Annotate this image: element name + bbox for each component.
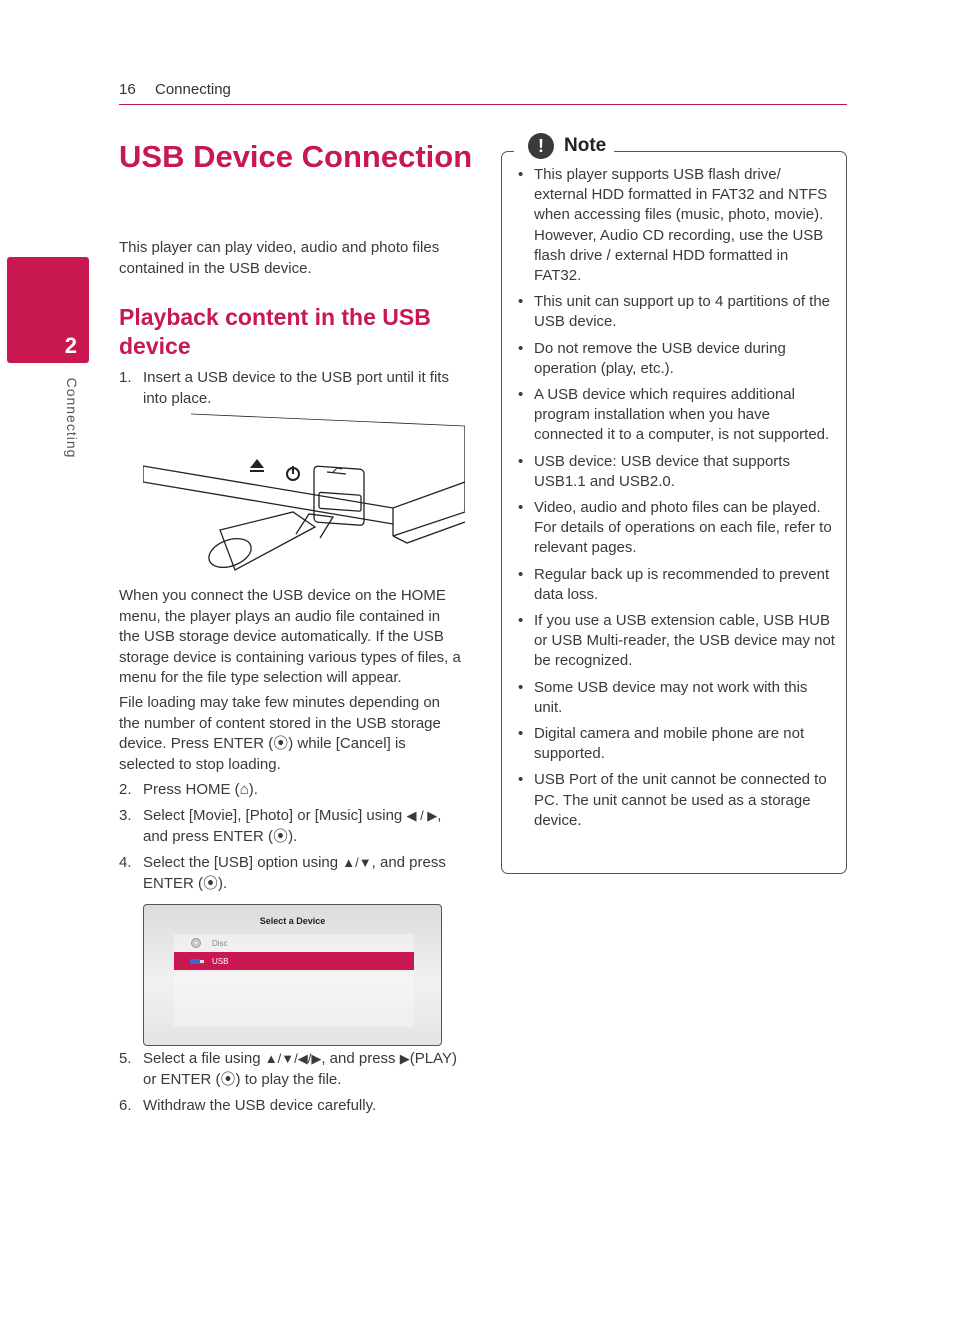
chapter-tab <box>7 257 89 363</box>
select-device-screen <box>143 904 442 1046</box>
step-text: Insert a USB device to the USB port until it fits into place. <box>143 369 449 407</box>
step-text: ). <box>218 874 228 892</box>
enter-button-icon: ⦿ <box>273 735 289 752</box>
step-number: 2. <box>119 781 132 798</box>
step-text: Press HOME ( <box>143 781 240 798</box>
device-item-label: Disc <box>212 939 228 948</box>
para-text: File loading may take few minutes depending on the number of content stored in the USB storage device. Press ENTER ( <box>119 694 441 752</box>
step-number: 3. <box>119 807 132 824</box>
step-3 <box>119 806 464 847</box>
enter-button-icon: ⦿ <box>203 874 219 892</box>
empty-row <box>174 971 414 989</box>
note-list <box>517 165 835 837</box>
section-name: Connecting <box>155 81 231 98</box>
step-text: Withdraw the USB device carefully. <box>143 1097 377 1114</box>
step-text: , and press <box>321 1050 396 1067</box>
header-rule <box>119 104 847 105</box>
disc-icon <box>189 938 203 948</box>
note-item: • USB Port of the unit cannot be connected to PC. The unit cannot be used as a storage device. <box>517 770 835 831</box>
play-icon: ▶ <box>399 1051 410 1066</box>
empty-row <box>174 990 414 1008</box>
note-item: • Do not remove the USB device during operation (play, etc.). <box>517 339 835 379</box>
section-subtitle: Playback content in the USB device <box>119 304 431 359</box>
note-item: • If you use a USB extension cable, USB HUB or USB Multi-reader, the USB device may not be recognized. <box>517 611 835 672</box>
home-icon: ⌂ <box>239 781 249 798</box>
note-item: • USB device: USB device that supports USB1.1 and USB2.0. <box>517 452 835 492</box>
note-item: • This player supports USB flash drive/ external HDD formatted in FAT32 and NTFS when accessing files (music, photo, movie). However, Audio CD recording, use the USB flash drive / external HDD formatted in FAT32. <box>517 165 835 286</box>
step-number: 4. <box>119 854 132 871</box>
eject-icon <box>250 459 264 472</box>
note-item: • A USB device which requires additional program installation when you have connected it to a computer, is not supported. <box>517 385 835 446</box>
device-item-label: USB <box>212 957 229 966</box>
note-item: • Some USB device may not work with this unit. <box>517 678 835 718</box>
page-number: 16 <box>119 81 136 98</box>
step-text: ). <box>288 827 298 845</box>
device-item-disc[interactable] <box>174 934 414 952</box>
file-loading-paragraph <box>119 693 464 775</box>
empty-row <box>174 1009 414 1027</box>
step-text: (PLAY) or ENTER ( <box>143 1050 457 1088</box>
usb-insertion-illustration <box>143 412 465 576</box>
warning-icon: ! <box>528 133 554 159</box>
usb-drive-icon <box>189 956 205 966</box>
device-list <box>174 934 414 1027</box>
usb-symbol-icon <box>327 468 346 474</box>
step-number: 1. <box>119 369 132 386</box>
step-4 <box>119 853 464 894</box>
note-item: • Digital camera and mobile phone are not supported. <box>517 724 835 764</box>
step-text: , and press ENTER ( <box>143 807 442 845</box>
note-label: Note <box>564 135 607 156</box>
enter-button-icon: ⦿ <box>220 1070 236 1088</box>
power-icon <box>287 466 299 480</box>
step-text: ) to play the file. <box>235 1070 342 1088</box>
usb-home-paragraph: When you connect the USB device on the HOME menu, the player plays an audio file contained in the USB storage device automatically. If the USB storage device is containing various types of files, a menu for the file type selection will appear. <box>119 587 461 686</box>
chapter-label: Connecting <box>64 377 80 459</box>
note-item: • This unit can support up to 4 partitions of the USB device. <box>517 292 835 332</box>
step-text: Select a file using <box>143 1050 261 1067</box>
note-header <box>514 132 614 162</box>
chapter-number: 2 <box>64 333 77 358</box>
arrow-keys-icon: ◀ / ▶ <box>406 808 438 823</box>
step-text: Select [Movie], [Photo] or [Music] using <box>143 807 403 824</box>
intro-text: This player can play video, audio and photo files contained in the USB device. <box>119 239 440 277</box>
step-1 <box>119 368 464 409</box>
step-number: 6. <box>119 1097 132 1114</box>
arrow-keys-icon: ▲/▼ <box>342 855 372 870</box>
step-text: , and press ENTER ( <box>143 854 446 892</box>
para-text: ) while [Cancel] is selected to stop loading. <box>119 735 406 773</box>
note-item: • Video, audio and photo files can be played. For details of operations on each file, refer to relevant pages. <box>517 498 835 559</box>
note-item: • Regular back up is recommended to prevent data loss. <box>517 565 835 605</box>
step-5 <box>119 1049 464 1090</box>
enter-button-icon: ⦿ <box>273 827 289 845</box>
step-2 <box>119 780 464 801</box>
step-text: Select the [USB] option using <box>143 854 339 871</box>
step-number: 5. <box>119 1050 132 1067</box>
screen-title: Select a Device <box>259 916 326 926</box>
step-6 <box>119 1096 464 1117</box>
device-item-usb[interactable] <box>174 952 414 970</box>
step-text: ). <box>248 781 258 798</box>
page-title: USB Device Connection <box>119 139 473 174</box>
arrow-keys-icon: ▲/▼/◀/▶ <box>264 1051 322 1066</box>
